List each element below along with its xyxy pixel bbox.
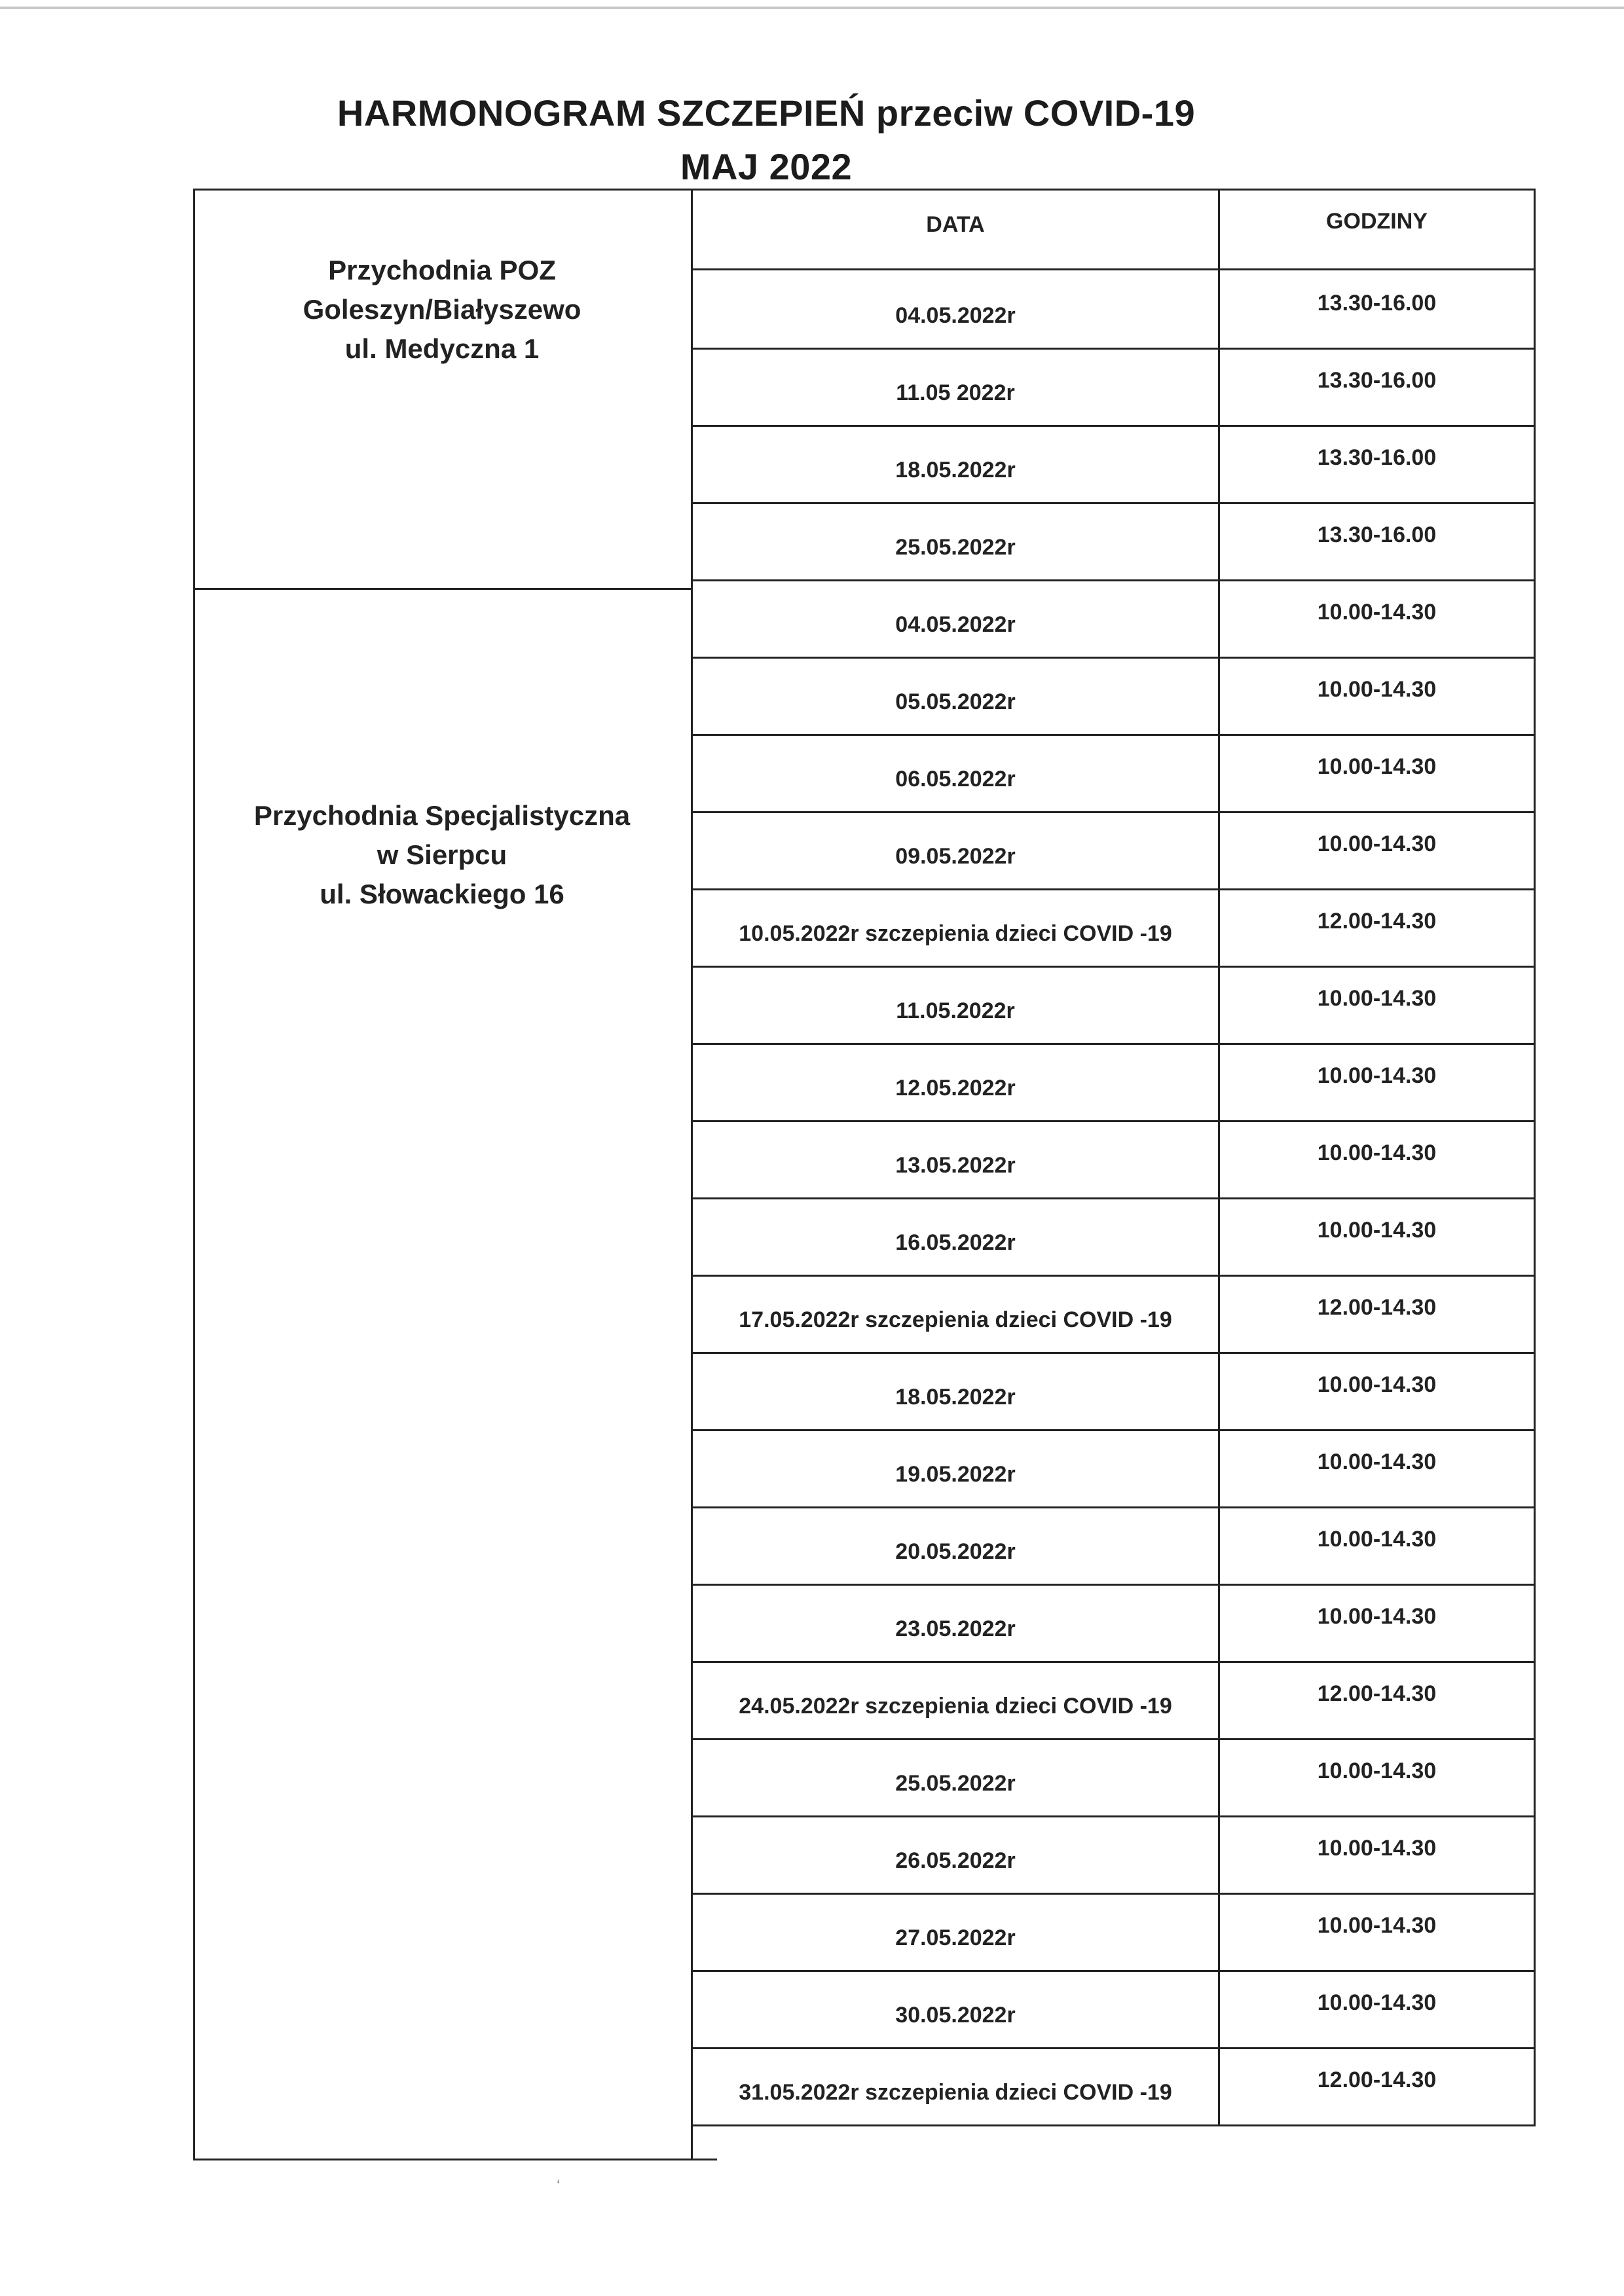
document-subtitle: MAJ 2022 <box>680 146 853 187</box>
header-date: DATA <box>926 211 985 237</box>
schedule-date-cell: 19.05.2022r <box>895 1461 1016 1487</box>
schedule-hours-cell: 12.00-14.30 <box>1317 2067 1437 2092</box>
schedule-hours-cell: 10.00-14.30 <box>1317 1372 1437 1397</box>
schedule-date-cell: 18.05.2022r <box>895 457 1016 483</box>
schedule-date-cell: 23.05.2022r <box>895 1616 1016 1641</box>
schedule-date-cell: 04.05.2022r <box>895 611 1016 637</box>
schedule-hours-cell: 10.00-14.30 <box>1317 1835 1437 1861</box>
schedule-date-cell: 12.05.2022r <box>895 1075 1016 1101</box>
schedule-hours-cell: 10.00-14.30 <box>1317 1449 1437 1474</box>
schedule-date-cell: 11.05.2022r <box>896 998 1015 1023</box>
schedule-date-cell: 26.05.2022r <box>895 1848 1016 1873</box>
schedule-date-cell: 30.05.2022r <box>895 2002 1016 2028</box>
schedule-date-cell: 16.05.2022r <box>895 1230 1016 1255</box>
schedule-date-cell: 25.05.2022r <box>895 534 1016 560</box>
schedule-date-cell: 20.05.2022r <box>895 1539 1016 1564</box>
table-border-top <box>193 189 1536 191</box>
schedule-date-cell: 04.05.2022r <box>895 302 1016 328</box>
schedule-hours-cell: 10.00-14.30 <box>1317 1912 1437 1938</box>
schedule-date-cell: 18.05.2022r <box>895 1384 1016 1410</box>
schedule-date-cell: 25.05.2022r <box>895 1770 1016 1796</box>
table-border-left <box>193 189 195 2160</box>
schedule-hours-cell: 10.00-14.30 <box>1317 1063 1437 1088</box>
facility-separator <box>193 588 693 590</box>
schedule-hours-cell: 10.00-14.30 <box>1317 1758 1437 1783</box>
schedule-date-cell: 09.05.2022r <box>895 843 1016 869</box>
schedule-date-cell: 24.05.2022r szczepienia dzieci COVID -19 <box>739 1693 1172 1719</box>
scan-edge-line <box>0 7 1624 9</box>
schedule-hours-cell: 10.00-14.30 <box>1317 1526 1437 1552</box>
schedule-hours-cell: 13.30-16.00 <box>1317 290 1437 316</box>
schedule-hours-cell: 13.30-16.00 <box>1317 522 1437 547</box>
header-hours: GODZINY <box>1326 208 1428 234</box>
schedule-date-cell: 17.05.2022r szczepienia dzieci COVID -19 <box>739 1307 1172 1332</box>
schedule-hours-cell: 10.00-14.30 <box>1317 1140 1437 1165</box>
schedule-date-cell: 06.05.2022r <box>895 766 1016 792</box>
document-title: HARMONOGRAM SZCZEPIEŃ przeciw COVID-19 <box>337 92 1196 134</box>
schedule-hours-cell: 10.00-14.30 <box>1317 831 1437 856</box>
schedule-hours-cell: 10.00-14.30 <box>1317 1603 1437 1629</box>
table-border-right <box>1534 189 1536 2126</box>
schedule-hours-cell: 10.00-14.30 <box>1317 1990 1437 2015</box>
facility-specialist-line-1: Przychodnia Specjalistyczna <box>253 800 631 831</box>
vaccination-schedule-table <box>193 189 1536 2160</box>
facility-specialist-line-3: ul. Słowackiego 16 <box>320 879 564 909</box>
schedule-date-cell: 10.05.2022r szczepienia dzieci COVID -19 <box>739 920 1172 946</box>
schedule-date-cell: 31.05.2022r szczepienia dzieci COVID -19 <box>739 2079 1172 2105</box>
schedule-hours-cell: 13.30-16.00 <box>1317 445 1437 470</box>
schedule-hours-cell: 10.00-14.30 <box>1317 599 1437 625</box>
schedule-hours-cell: 12.00-14.30 <box>1317 1681 1437 1706</box>
schedule-row-divider <box>693 2124 1536 2126</box>
facility-specialist-line-2: w Sierpcu <box>377 839 507 870</box>
facility-poz-name <box>193 251 691 369</box>
schedule-hours-cell: 12.00-14.30 <box>1317 1294 1437 1320</box>
schedule-date-cell: 13.05.2022r <box>895 1152 1016 1178</box>
schedule-hours-cell: 13.30-16.00 <box>1317 367 1437 393</box>
schedule-hours-cell: 10.00-14.30 <box>1317 985 1437 1011</box>
facility-poz-line-2: Goleszyn/Białyszewo <box>303 294 581 325</box>
facility-poz-line-3: ul. Medyczna 1 <box>344 333 540 364</box>
schedule-hours-cell: 10.00-14.30 <box>1317 676 1437 702</box>
schedule-date-cell: 11.05 2022r <box>896 380 1015 405</box>
schedule-hours-cell: 10.00-14.30 <box>1317 1217 1437 1243</box>
facility-specialist-name <box>193 796 691 914</box>
schedule-date-cell: 05.05.2022r <box>895 689 1016 714</box>
schedule-hours-cell: 10.00-14.30 <box>1317 754 1437 779</box>
schedule-hours-cell: 12.00-14.30 <box>1317 908 1437 934</box>
facility-poz-line-1: Przychodnia POZ <box>328 255 556 285</box>
scan-speck: ‘ <box>557 2177 561 2195</box>
schedule-date-cell: 27.05.2022r <box>895 1925 1016 1950</box>
table-border-bottom <box>193 2159 717 2160</box>
